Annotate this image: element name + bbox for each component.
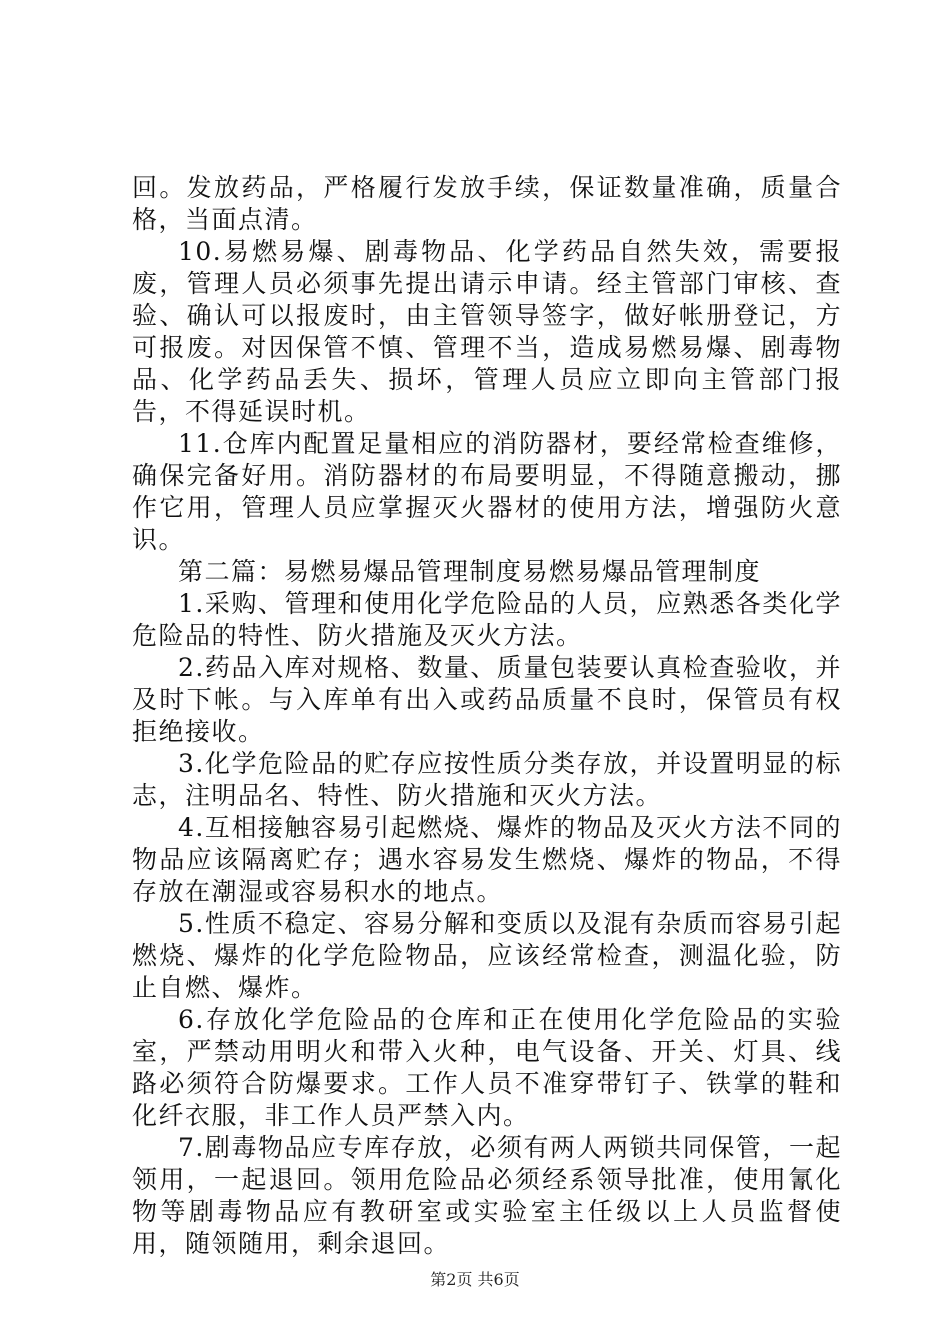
section-heading: 第二篇：易燃易爆品管理制度易燃易爆品管理制度	[178, 557, 762, 586]
document-body	[132, 172, 842, 1260]
page-footer	[0, 1270, 950, 1290]
paragraph-item-2: 2.药品入库对规格、数量、质量包装要认真检查验收，并及时下帐。与入库单有出入或药品质量不良时，保管员有权拒绝接收。	[132, 653, 842, 746]
paragraph-item-1: 1.采购、管理和使用化学危险品的人员，应熟悉各类化学危险品的特性、防火措施及灭火方法。	[132, 589, 842, 650]
paragraph-item-4: 4.互相接触容易引起燃烧、爆炸的物品及灭火方法不同的物品应该隔离贮存；遇水容易发生燃烧、爆炸的物品，不得存放在潮湿或容易积水的地点。	[132, 813, 842, 906]
paragraph-continuation: 回。发放药品，严格履行发放手续，保证数量准确，质量合格，当面点清。	[132, 173, 842, 234]
paragraph-item-11: 11.仓库内配置足量相应的消防器材，要经常检查维修，确保完备好用。消防器材的布局要明显，不得随意搬动，挪作它用，管理人员应掌握灭火器材的使用方法，增强防火意识。	[132, 429, 842, 554]
paragraph-item-7: 7.剧毒物品应专库存放，必须有两人两锁共同保管，一起领用，一起退回。领用危险品必须经系领导批准，使用氰化物等剧毒物品应有教研室或实验室主任级以上人员监督使用，随领随用，剩余退回。	[132, 1133, 842, 1258]
page-number: 第2页 共6页	[430, 1270, 520, 1289]
paragraph-item-10: 10.易燃易爆、剧毒物品、化学药品自然失效，需要报废，管理人员必须事先提出请示申请。经主管部门审核、查验、确认可以报废时，由主管领导签字，做好帐册登记，方可报废。对因保管不慎、管理不当，造成易燃易爆、剧毒物品、化学药品丢失、损坏，管理人员应立即向主管部门报告，不得延误时机。	[132, 237, 842, 426]
paragraph-item-3: 3.化学危险品的贮存应按性质分类存放，并设置明显的标志，注明品名、特性、防火措施和灭火方法。	[132, 749, 842, 810]
paragraph-item-5: 5.性质不稳定、容易分解和变质以及混有杂质而容易引起燃烧、爆炸的化学危险物品，应该经常检查，测温化验，防止自燃、爆炸。	[132, 909, 842, 1002]
paragraph-item-6: 6.存放化学危险品的仓库和正在使用化学危险品的实验室，严禁动用明火和带入火种，电气设备、开关、灯具、线路必须符合防爆要求。工作人员不准穿带钉子、铁掌的鞋和化纤衣服，非工作人员严禁入内。	[132, 1005, 842, 1130]
